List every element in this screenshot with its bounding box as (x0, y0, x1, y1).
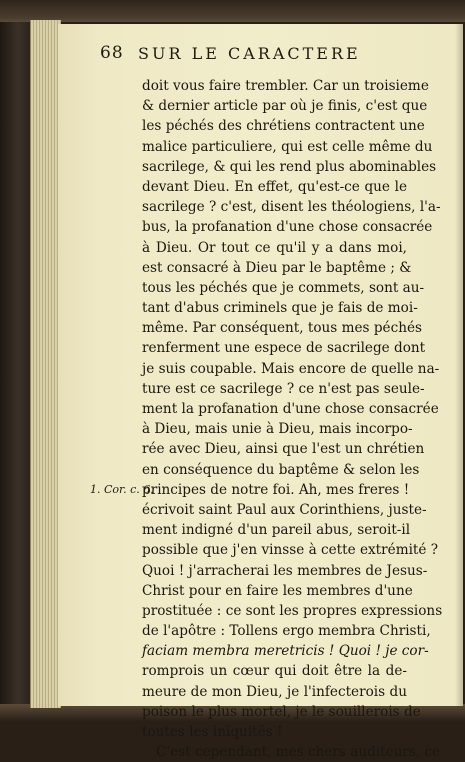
page-edges (30, 20, 61, 708)
text-line: même. Par conséquent, tous mes péchés (142, 320, 422, 337)
text-line: en conséquence du baptême & selon les (142, 461, 420, 478)
text-line: de l'apôtre : Tollens ergo membra Christi, (142, 623, 431, 640)
text-line: est consacré à Dieu par le baptême ; & (142, 259, 412, 276)
text-line: je suis coupable. Mais encore de quelle na- (142, 360, 440, 377)
text-line: sacrilege, & qui les rend plus abominables (142, 158, 437, 175)
text-line: sacrilege ? c'est, disent les théologiens, l'a- (142, 199, 441, 216)
text-line: malice particuliere, qui est celle même du (142, 138, 433, 155)
page-header (100, 40, 390, 64)
text-line: principes de notre foi. Ah, mes freres ! (142, 481, 410, 498)
text-line: à Dieu. Or tout ce qu'il y a dans moi, (142, 239, 407, 256)
text-line: rée avec Dieu, ainsi que l'est un chrétien (142, 441, 425, 458)
text-line: à Dieu, mais unie à Dieu, mais incorpo- (142, 421, 413, 438)
text-line: doit vous faire trembler. Car un troisieme (142, 78, 429, 94)
text-line: meure de mon Dieu, je l'infecterois du (142, 683, 407, 700)
text-line: ment la profanation d'une chose consacrée (142, 401, 439, 417)
book-cover-top (0, 0, 465, 22)
text-line: toutes les iniquités ! (142, 724, 283, 740)
margin-note: 1. Cor. c. 6. (90, 483, 154, 496)
page-gutter-shadow (455, 24, 463, 706)
text-line: devant Dieu. En effet, qu'est-ce que le (142, 178, 407, 195)
text-line: faciam membra meretricis ! Quoi ! je cor- (142, 643, 429, 660)
text-line: tous les péchés que je commets, sont au- (142, 279, 425, 296)
text-line: bus, la profanation d'une chose consacrée (142, 219, 433, 236)
text-line: tant d'abus criminels que je fais de moi- (142, 300, 418, 317)
text-line: Quoi ! j'arracherai les membres de Jesus- (142, 562, 428, 579)
text-line: prostituée : ce sont les propres expressions (142, 602, 443, 619)
text-line: romprois un cœur qui doit être la de- (142, 663, 407, 680)
body-text (142, 76, 443, 762)
page-number: 68 (100, 43, 124, 63)
text-line: ment indigné d'un pareil abus, seroit-il (142, 522, 411, 539)
text-line: possible que j'en vinsse à cette extrémité ? (142, 542, 439, 559)
text-line: Christ pour en faire les membres d'une (142, 582, 413, 599)
text-line: C'est cependant, mes chers auditeurs, ce (156, 744, 441, 761)
running-head: SUR LE CARACTERE (138, 44, 361, 63)
text-line: & dernier article par où je finis, c'est que (142, 98, 428, 115)
text-line: poison le plus mortel, je le souillerois de (142, 703, 421, 720)
text-line: écrivoit saint Paul aux Corinthiens, juste- (142, 501, 427, 518)
text-line: renferment une espece de sacrilege dont (142, 340, 426, 357)
text-line: les péchés des chrétiens contractent une (142, 118, 425, 135)
text-line: ture est ce sacrilege ? ce n'est pas seule- (142, 380, 425, 397)
book-cover-left (0, 0, 30, 721)
